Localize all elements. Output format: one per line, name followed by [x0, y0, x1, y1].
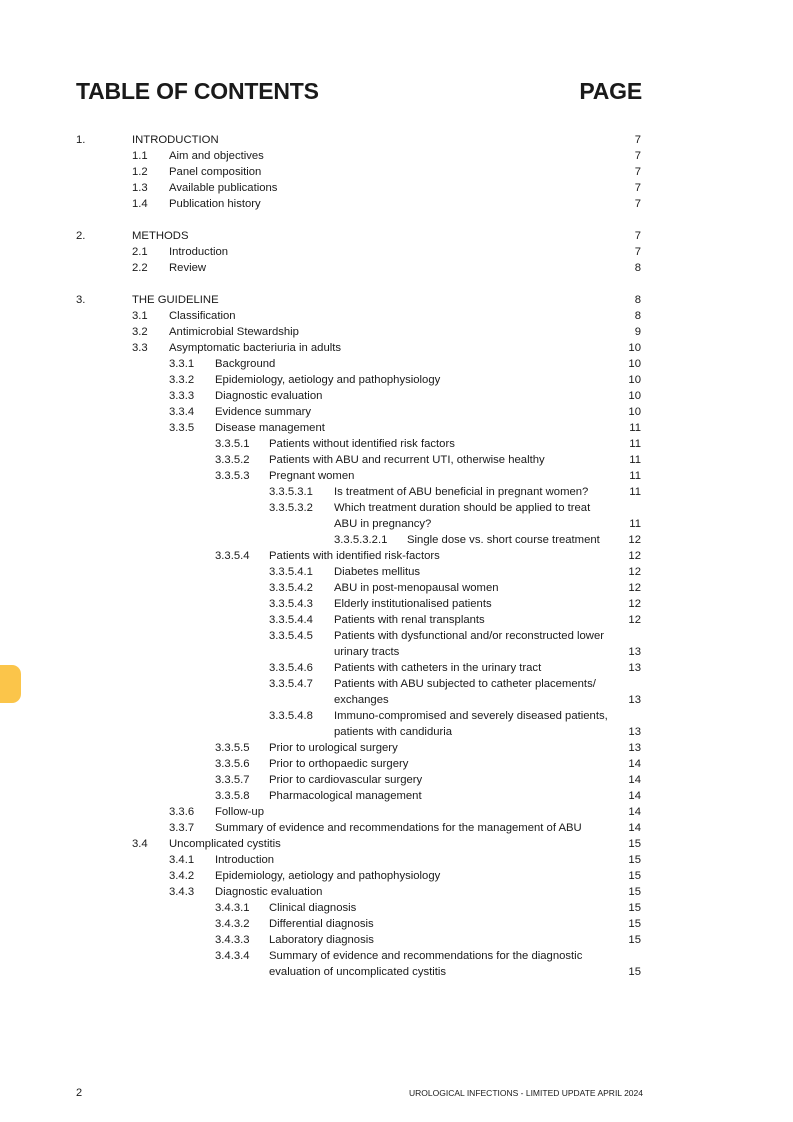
toc-entry-title: ABU in pregnancy? [334, 518, 432, 530]
toc-entry-title: Immuno-compromised and severely diseased patients, [334, 710, 608, 722]
toc-entry[interactable] [0, 340, 793, 356]
toc-entry-number: 3.3.5.3.2 [269, 502, 313, 514]
toc-entry-title: patients with candiduria [334, 726, 453, 738]
toc-entry-title: THE GUIDELINE [132, 294, 219, 306]
toc-entry[interactable] [0, 724, 793, 740]
toc-entry-number: 3.3.5.4.8 [269, 710, 313, 722]
toc-entry-title: Patients with ABU subjected to catheter placements/ [334, 678, 596, 690]
toc-entry-number: 1.4 [132, 198, 148, 210]
toc-entry-title: Diagnostic evaluation [215, 886, 323, 898]
toc-entry-page: 15 [628, 854, 641, 866]
toc-entry-number: 2. [76, 230, 86, 242]
toc-entry[interactable] [0, 964, 793, 980]
toc-entry-title: Summary of evidence and recommendations for the diagnostic [269, 950, 583, 962]
toc-entry-number: 3.4.1 [169, 854, 195, 866]
toc-entry[interactable] [0, 644, 793, 660]
toc-entry[interactable] [0, 612, 793, 628]
toc-entry-number: 3.3.5.4.5 [269, 630, 313, 642]
toc-entry-number: 1.3 [132, 182, 148, 194]
toc-entry-page: 15 [628, 966, 641, 978]
toc-entry-number: 3.4.3 [169, 886, 195, 898]
toc-entry-number: 3.3.4 [169, 406, 195, 418]
toc-entry[interactable] [0, 596, 793, 612]
toc-entry-page: 11 [629, 454, 641, 466]
toc-entry[interactable] [0, 772, 793, 788]
section-tab-marker [0, 665, 21, 703]
toc-entry-number: 3.3.3 [169, 390, 195, 402]
page-header [76, 78, 642, 108]
toc-entry-number: 3.4.3.1 [215, 902, 250, 914]
toc-entry[interactable] [0, 580, 793, 596]
toc-entry-number: 3.4.3.2 [215, 918, 250, 930]
toc-entry-title: Patients with catheters in the urinary tract [334, 662, 542, 674]
toc-entry[interactable] [0, 196, 793, 212]
toc-entry-number: 3.4.2 [169, 870, 195, 882]
toc-entry-page: 10 [628, 406, 641, 418]
toc-entry[interactable] [0, 804, 793, 820]
toc-entry[interactable] [0, 324, 793, 340]
toc-entry[interactable] [0, 308, 793, 324]
toc-entry-number: 3.3.5.6 [215, 758, 250, 770]
toc-entry-number: 1.1 [132, 150, 148, 162]
toc-entry-page: 14 [628, 806, 641, 818]
toc-entry-number: 2.2 [132, 262, 148, 274]
toc-entry-page: 10 [628, 342, 641, 354]
toc-entry-page: 7 [634, 246, 641, 258]
toc-entry-title: METHODS [132, 230, 189, 242]
toc-entry-page: 7 [634, 134, 641, 146]
toc-entry[interactable] [0, 180, 793, 196]
toc-entry-title: Antimicrobial Stewardship [169, 326, 299, 338]
toc-entry-page: 11 [629, 470, 641, 482]
toc-entry-title: Is treatment of ABU beneficial in pregnant women? [334, 486, 589, 498]
toc-entry-title: Clinical diagnosis [269, 902, 357, 914]
toc-entry-number: 3.3.1 [169, 358, 195, 370]
toc-entry-page: 7 [634, 230, 641, 242]
toc-entry[interactable] [0, 260, 793, 276]
toc-entry-title: Summary of evidence and recommendations for the management of ABU [215, 822, 582, 834]
toc-entry-number: 3.3.5.4.2 [269, 582, 313, 594]
toc-entry[interactable] [0, 628, 793, 644]
toc-entry-page: 12 [628, 534, 641, 546]
toc-entry-number: 3.3.5.3.2.1 [334, 534, 388, 546]
toc-entry[interactable] [0, 420, 793, 436]
toc-entry-title: Pregnant women [269, 470, 355, 482]
toc-entry-page: 13 [628, 662, 641, 674]
toc-entry-number: 3.3.5.7 [215, 774, 250, 786]
toc-entry-title: Prior to cardiovascular surgery [269, 774, 423, 786]
toc-entry-number: 3.3.5.4.4 [269, 614, 313, 626]
toc-entry[interactable] [0, 468, 793, 484]
toc-entry-title: Prior to urological surgery [269, 742, 398, 754]
toc-entry-page: 15 [628, 902, 641, 914]
toc-entry-page: 12 [628, 582, 641, 594]
toc-entry-number: 3.3.5.4.6 [269, 662, 313, 674]
toc-entry-title: Review [169, 262, 207, 274]
toc-entry-page: 12 [628, 598, 641, 610]
toc-entry-page: 9 [634, 326, 641, 338]
toc-entry-title: exchanges [334, 694, 389, 706]
footer-page-number: 2 [76, 1087, 83, 1099]
toc-entry[interactable] [0, 916, 793, 932]
toc-entry-page: 15 [628, 838, 641, 850]
toc-entry-number: 2.1 [132, 246, 148, 258]
toc-entry-number: 3.3.7 [169, 822, 195, 834]
toc-entry-title: urinary tracts [334, 646, 400, 658]
toc-entry-title: Available publications [169, 182, 278, 194]
toc-entry-page: 14 [628, 790, 641, 802]
toc-entry[interactable] [0, 356, 793, 372]
toc-entry-title: Patients with identified risk-factors [269, 550, 440, 562]
toc-entry-page: 11 [629, 486, 641, 498]
toc-entry-title: Patients with dysfunctional and/or reconstructed lower [334, 630, 605, 642]
toc-entry-number: 1. [76, 134, 86, 146]
toc-entry-page: 7 [634, 150, 641, 162]
toc-entry-title: Follow-up [215, 806, 264, 818]
toc-entry-number: 3.3.5.5 [215, 742, 250, 754]
toc-entry-title: Epidemiology, aetiology and pathophysiology [215, 374, 441, 386]
toc-entry-page: 14 [628, 822, 641, 834]
toc-entry-page: 8 [634, 310, 641, 322]
toc-entry-title: Asymptomatic bacteriuria in adults [169, 342, 342, 354]
toc-entry-title: Epidemiology, aetiology and pathophysiology [215, 870, 441, 882]
toc-entry-page: 15 [628, 934, 641, 946]
toc-entry-number: 3.3.5.2 [215, 454, 250, 466]
toc-entry-title: Laboratory diagnosis [269, 934, 374, 946]
toc-entry-title: Disease management [215, 422, 325, 434]
toc-entry-number: 3.2 [132, 326, 148, 338]
toc-entry-title: Introduction [215, 854, 275, 866]
toc-entry-page: 13 [628, 742, 641, 754]
toc-entry-page: 11 [629, 422, 641, 434]
toc-entry[interactable] [0, 244, 793, 260]
toc-entry-title: Panel composition [169, 166, 262, 178]
toc-entry-title: Patients with ABU and recurrent UTI, otherwise healthy [269, 454, 545, 466]
toc-entry-page: 15 [628, 886, 641, 898]
toc-entry-page: 12 [628, 550, 641, 562]
footer-document-title: UROLOGICAL INFECTIONS - LIMITED UPDATE APRIL 2024 [409, 1088, 643, 1098]
toc-entry-number: 3. [76, 294, 86, 306]
toc-entry[interactable] [0, 756, 793, 772]
toc-entry-title: Background [215, 358, 276, 370]
page-footer [76, 1086, 643, 1100]
toc-entry-page: 15 [628, 918, 641, 930]
toc-entry-number: 3.3.6 [169, 806, 195, 818]
toc-entry[interactable] [0, 836, 793, 852]
toc-entry-page: 8 [634, 294, 641, 306]
toc-entry-page: 10 [628, 374, 641, 386]
toc-entry-page: 10 [628, 358, 641, 370]
toc-entry-number: 3.3.2 [169, 374, 195, 386]
toc-entry[interactable] [0, 500, 793, 516]
toc-entry-title: evaluation of uncomplicated cystitis [269, 966, 447, 978]
toc-entry[interactable] [0, 564, 793, 580]
toc-entry[interactable] [0, 740, 793, 756]
toc-entry-page: 7 [634, 198, 641, 210]
toc-entry[interactable] [0, 660, 793, 676]
toc-entry[interactable] [0, 948, 793, 964]
toc-entry-number: 3.3.5.4 [215, 550, 250, 562]
toc-entry[interactable] [0, 900, 793, 916]
toc-entry[interactable] [0, 676, 793, 692]
toc-entry-page: 12 [628, 614, 641, 626]
toc-entry-number: 3.4 [132, 838, 148, 850]
toc-entry-title: Elderly institutionalised patients [334, 598, 492, 610]
toc-entry[interactable] [0, 228, 793, 244]
toc-entry[interactable] [0, 148, 793, 164]
toc-entry-title: Diagnostic evaluation [215, 390, 323, 402]
toc-entry-number: 3.3.5.8 [215, 790, 250, 802]
toc-entry[interactable] [0, 388, 793, 404]
toc-entry-title: Diabetes mellitus [334, 566, 421, 578]
toc-entry-number: 3.4.3.4 [215, 950, 250, 962]
toc-entry-page: 11 [629, 518, 641, 530]
toc-entry-title: INTRODUCTION [132, 134, 219, 146]
toc-entry-title: Publication history [169, 198, 261, 210]
toc-entry[interactable] [0, 164, 793, 180]
toc-entry[interactable] [0, 820, 793, 836]
toc-entry[interactable] [0, 516, 793, 532]
toc-entry-page: 15 [628, 870, 641, 882]
toc-entry[interactable] [0, 436, 793, 452]
toc-entry-number: 3.1 [132, 310, 148, 322]
toc-entry-title: Single dose vs. short course treatment [407, 534, 600, 546]
toc-entry-title: ABU in post-menopausal women [334, 582, 499, 594]
toc-entry[interactable] [0, 868, 793, 884]
toc-entry-title: Uncomplicated cystitis [169, 838, 281, 850]
toc-entry-number: 3.3.5.1 [215, 438, 250, 450]
toc-entry-title: Evidence summary [215, 406, 312, 418]
toc-entry-number: 3.3 [132, 342, 148, 354]
toc-entry-title: Prior to orthopaedic surgery [269, 758, 409, 770]
toc-entry[interactable] [0, 132, 793, 148]
toc-entry[interactable] [0, 884, 793, 900]
toc-entry-page: 14 [628, 758, 641, 770]
toc-entry[interactable] [0, 484, 793, 500]
toc-entry[interactable] [0, 292, 793, 308]
toc-entry-number: 3.3.5.4.1 [269, 566, 313, 578]
toc-entry-number: 3.3.5 [169, 422, 195, 434]
toc-entry-page: 8 [634, 262, 641, 274]
toc-entry-title: Differential diagnosis [269, 918, 374, 930]
toc-entry[interactable] [0, 692, 793, 708]
toc-entry-number: 3.3.5.4.7 [269, 678, 313, 690]
toc-entry[interactable] [0, 404, 793, 420]
toc-entry-number: 1.2 [132, 166, 148, 178]
toc-entry-page: 10 [628, 390, 641, 402]
toc-entry-number: 3.3.5.4.3 [269, 598, 313, 610]
toc-entry-page: 7 [634, 166, 641, 178]
toc-entry-page: 13 [628, 726, 641, 738]
toc-entry[interactable] [0, 852, 793, 868]
toc-entry-title: Classification [169, 310, 236, 322]
page-title: TABLE OF CONTENTS [76, 78, 319, 104]
toc-entry-number: 3.4.3.3 [215, 934, 250, 946]
toc-entry-page: 13 [628, 694, 641, 706]
toc-entry-title: Pharmacological management [269, 790, 422, 802]
toc-entry-page: 11 [629, 438, 641, 450]
toc-entry-title: Which treatment duration should be applied to treat [334, 502, 591, 514]
toc-entry[interactable] [0, 372, 793, 388]
toc-entry[interactable] [0, 532, 793, 548]
toc-entry[interactable] [0, 708, 793, 724]
toc-entry[interactable] [0, 932, 793, 948]
toc-entry-page: 14 [628, 774, 641, 786]
toc-entry-number: 3.3.5.3.1 [269, 486, 313, 498]
toc-entry[interactable] [0, 452, 793, 468]
toc-entry-title: Patients with renal transplants [334, 614, 485, 626]
toc-entry-number: 3.3.5.3 [215, 470, 250, 482]
toc-entry-title: Introduction [169, 246, 229, 258]
toc-entry-title: Aim and objectives [169, 150, 264, 162]
toc-entry-page: 12 [628, 566, 641, 578]
page-column-label: PAGE [579, 78, 642, 104]
toc-entry[interactable] [0, 548, 793, 564]
toc-entry-page: 13 [628, 646, 641, 658]
toc-entry[interactable] [0, 788, 793, 804]
toc-entry-page: 7 [634, 182, 641, 194]
toc-entry-title: Patients without identified risk factors [269, 438, 455, 450]
